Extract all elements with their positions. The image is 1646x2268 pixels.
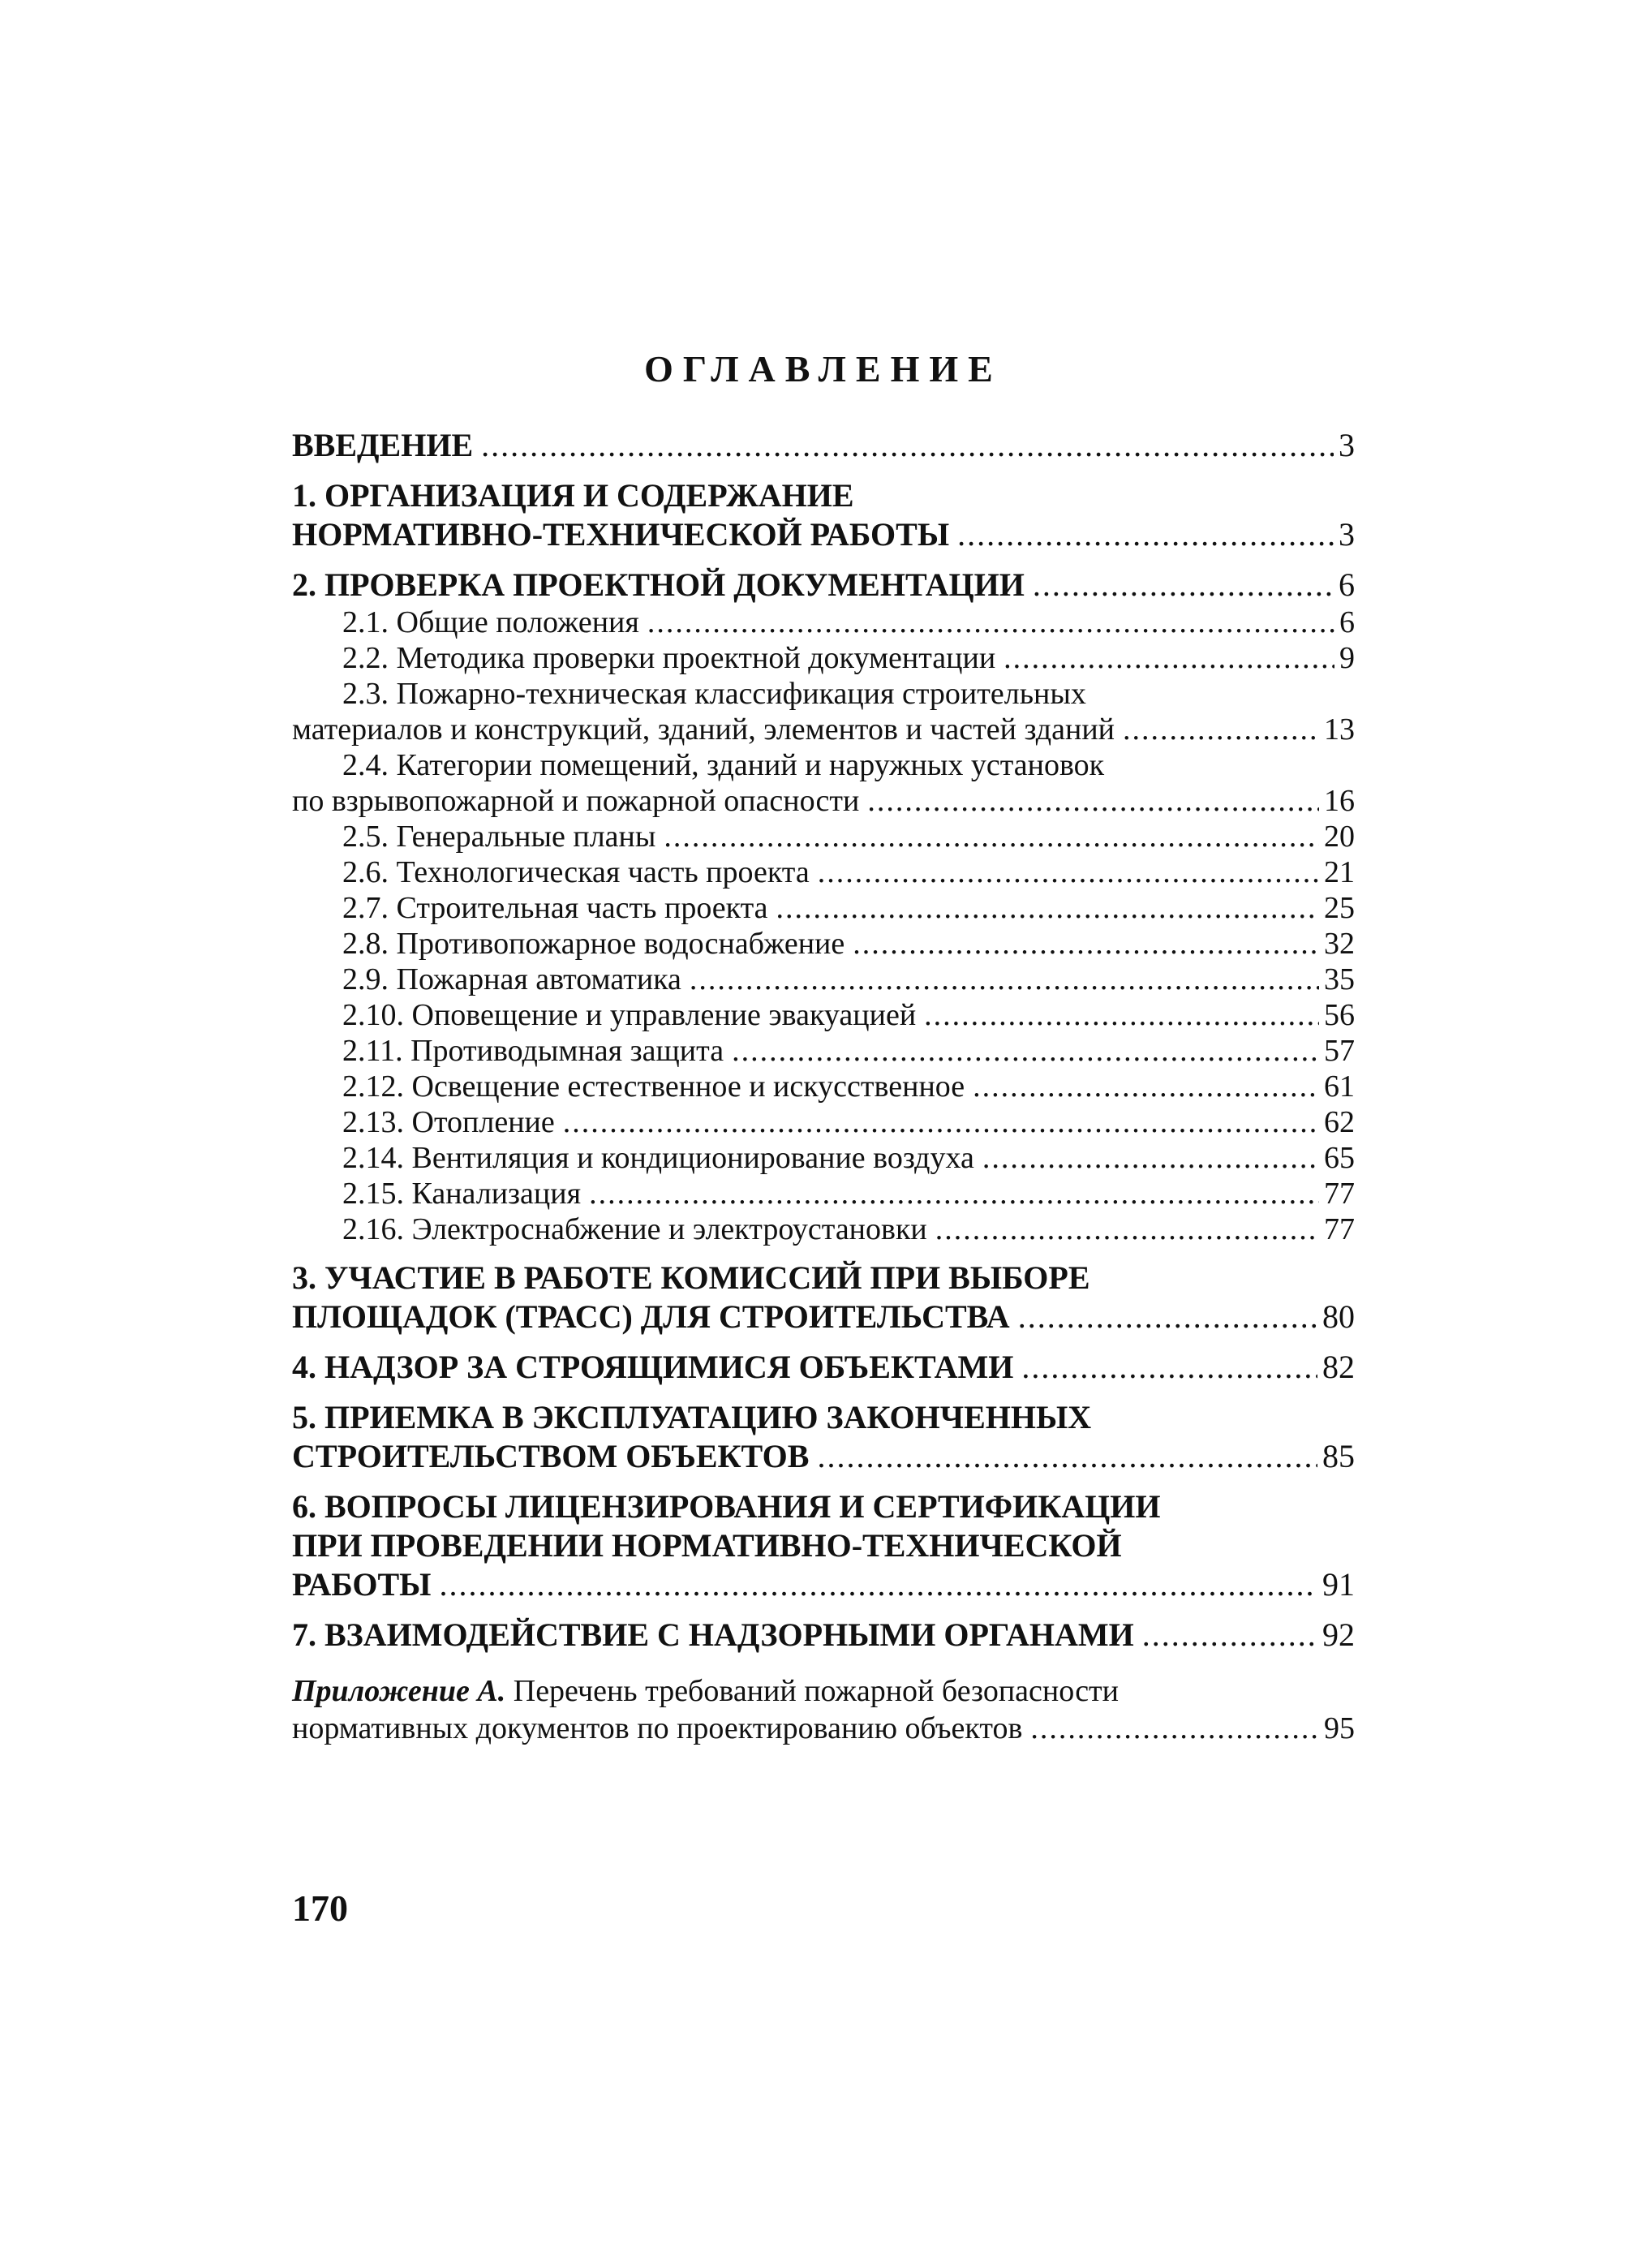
toc-entry-label: 4. НАДЗОР ЗА СТРОЯЩИМИСЯ ОБЪЕКТАМИ	[292, 1349, 1014, 1385]
toc-entry-label-cont: НОРМАТИВНО-ТЕХНИЧЕСКОЙ РАБОТЫ	[292, 516, 950, 553]
toc-entry-label: 2.13. Отопление	[342, 1105, 555, 1139]
toc-page-number: 80	[1322, 1298, 1355, 1335]
toc-entry-chapter-6[interactable]	[292, 1487, 1355, 1604]
toc-entry-label	[292, 1672, 1355, 1710]
dot-leader	[690, 962, 1319, 997]
toc-entry-label-cont: ПРИ ПРОВЕДЕНИИ НОРМАТИВНО-ТЕХНИЧЕСКОЙ	[292, 1527, 1122, 1564]
toc-entry-appendix-a[interactable]	[292, 1672, 1355, 1747]
toc-page-number: 13	[1324, 712, 1355, 747]
toc-page-number: 20	[1324, 820, 1355, 854]
toc-entry-label: 2.5. Генеральные планы	[342, 820, 656, 854]
dot-leader	[853, 926, 1319, 962]
toc-entry-label: 2.15. Канализация	[342, 1177, 582, 1211]
dot-leader	[817, 1437, 1317, 1476]
table-of-contents	[292, 426, 1355, 1747]
dot-leader	[1004, 640, 1334, 676]
toc-page-number: 62	[1324, 1105, 1355, 1139]
dot-leader	[867, 783, 1319, 819]
toc-page-number: 61	[1324, 1069, 1355, 1104]
toc-page-number: 6	[1339, 605, 1355, 639]
toc-entry-section-2-13[interactable]	[292, 1104, 1355, 1140]
toc-entry-section-2-10[interactable]	[292, 997, 1355, 1033]
dot-leader	[818, 854, 1319, 890]
toc-entry-section-2-15[interactable]	[292, 1176, 1355, 1211]
dot-leader	[1018, 1298, 1317, 1336]
toc-entry-label: 2.16. Электроснабжение и электроустановки	[342, 1212, 927, 1246]
toc-page-number: 56	[1324, 998, 1355, 1032]
dot-leader	[1030, 1710, 1319, 1747]
dot-leader	[589, 1176, 1319, 1211]
toc-entry-label-cont: по взрывопожарной и пожарной опасности	[292, 784, 860, 818]
toc-entry-section-2-14[interactable]	[292, 1140, 1355, 1176]
toc-entry-label: 2.8. Противопожарное водоснабжение	[342, 927, 845, 961]
dot-leader	[982, 1140, 1319, 1176]
dot-leader	[935, 1211, 1319, 1247]
toc-entry-label: 2.1. Общие положения	[342, 605, 639, 639]
page-number: 170	[292, 1887, 348, 1929]
toc-entry-chapter-5[interactable]	[292, 1398, 1355, 1476]
toc-page-number: 6	[1339, 566, 1355, 603]
toc-entry-intro[interactable]	[292, 426, 1355, 465]
toc-page-number: 92	[1322, 1616, 1355, 1653]
toc-entry-label: 5. ПРИЕМКА В ЭКСПЛУАТАЦИЮ ЗАКОНЧЕННЫХ	[292, 1399, 1092, 1435]
toc-entry-label: 6. ВОПРОСЫ ЛИЦЕНЗИРОВАНИЯ И СЕРТИФИКАЦИИ	[292, 1488, 1161, 1525]
toc-page-number: 9	[1339, 641, 1355, 675]
toc-entry-label: 2.14. Вентиляция и кондиционирование воздуха	[342, 1141, 974, 1175]
toc-entry-label: 2.3. Пожарно-техническая классификация строительных	[342, 677, 1086, 711]
toc-entry-label: ВВЕДЕНИЕ	[292, 427, 474, 463]
toc-entry-section-2-2[interactable]	[292, 640, 1355, 676]
dot-leader	[563, 1104, 1319, 1140]
toc-entry-label: 1. ОРГАНИЗАЦИЯ И СОДЕРЖАНИЕ	[292, 477, 854, 514]
toc-page-number: 32	[1324, 927, 1355, 961]
toc-page-number: 3	[1339, 516, 1355, 553]
toc-entry-section-2-8[interactable]	[292, 926, 1355, 962]
toc-page-number: 21	[1324, 855, 1355, 889]
toc-entry-label: 2.4. Категории помещений, зданий и наружных установок	[342, 748, 1105, 782]
toc-entry-section-2-12[interactable]	[292, 1069, 1355, 1104]
toc-entry-chapter-4[interactable]	[292, 1348, 1355, 1387]
toc-entry-label: 2.7. Строительная часть проекта	[342, 891, 768, 925]
dot-leader	[647, 605, 1334, 640]
toc-entry-section-2-3[interactable]	[292, 676, 1355, 747]
toc-page-number: 35	[1324, 962, 1355, 996]
toc-entry-section-2-5[interactable]	[292, 819, 1355, 854]
dot-leader	[1142, 1616, 1317, 1655]
toc-entry-label-cont: нормативных документов по проектированию объектов	[292, 1711, 1023, 1745]
toc-entry-chapter-3[interactable]	[292, 1259, 1355, 1336]
toc-entry-label: 2.12. Освещение естественное и искусственное	[342, 1069, 965, 1104]
dot-leader	[1021, 1348, 1317, 1387]
toc-entry-section-2-1[interactable]	[292, 605, 1355, 640]
toc-entry-chapter-7[interactable]	[292, 1616, 1355, 1655]
toc-entry-label: 3. УЧАСТИЕ В РАБОТЕ КОМИССИЙ ПРИ ВЫБОРЕ	[292, 1259, 1090, 1296]
toc-page-number: 91	[1322, 1566, 1355, 1603]
toc-entry-label: 2.11. Противодымная защита	[342, 1034, 724, 1068]
dot-leader	[1033, 566, 1334, 605]
toc-entry-label-cont: РАБОТЫ	[292, 1566, 432, 1603]
toc-page-number: 3	[1339, 427, 1355, 463]
toc-page-number: 95	[1324, 1711, 1355, 1745]
toc-entry-label: 7. ВЗАИМОДЕЙСТВИЕ С НАДЗОРНЫМИ ОРГАНАМИ	[292, 1616, 1134, 1653]
dot-leader	[439, 1565, 1317, 1604]
appendix-lead: Приложение А.	[292, 1674, 506, 1708]
toc-entry-chapter-1[interactable]	[292, 476, 1355, 554]
dot-leader	[732, 1033, 1319, 1069]
toc-entry-section-2-11[interactable]	[292, 1033, 1355, 1069]
toc-page-number: 85	[1322, 1438, 1355, 1474]
toc-entry-chapter-2[interactable]	[292, 566, 1355, 605]
toc-entry-label: 2. ПРОВЕРКА ПРОЕКТНОЙ ДОКУМЕНТАЦИИ	[292, 566, 1025, 603]
toc-entry-section-2-16[interactable]	[292, 1211, 1355, 1247]
toc-page-number: 77	[1324, 1177, 1355, 1211]
dot-leader	[973, 1069, 1319, 1104]
toc-entry-label-cont: СТРОИТЕЛЬСТВОМ ОБЪЕКТОВ	[292, 1438, 810, 1474]
toc-page-number: 57	[1324, 1034, 1355, 1068]
dot-leader	[664, 819, 1319, 854]
toc-page-number: 25	[1324, 891, 1355, 925]
dot-leader	[957, 515, 1334, 554]
dot-leader	[776, 890, 1319, 926]
toc-entry-section-2-6[interactable]	[292, 854, 1355, 890]
toc-page-number: 82	[1322, 1349, 1355, 1385]
toc-entry-label-cont: материалов и конструкций, зданий, элементов и частей зданий	[292, 712, 1115, 747]
dot-leader	[924, 997, 1319, 1033]
page-title: ОГЛАВЛЕНИЕ	[644, 348, 1003, 389]
toc-entry-label: 2.2. Методика проверки проектной документации	[342, 641, 996, 675]
toc-entry-label: 2.10. Оповещение и управление эвакуацией	[342, 998, 917, 1032]
toc-page-number: 65	[1324, 1141, 1355, 1175]
toc-entry-section-2-7[interactable]	[292, 890, 1355, 926]
dot-leader	[481, 426, 1334, 465]
toc-entry-label-cont: ПЛОЩАДОК (ТРАСС) ДЛЯ СТРОИТЕЛЬСТВА	[292, 1298, 1010, 1335]
dot-leader	[1123, 712, 1319, 747]
appendix-title: Перечень требований пожарной безопасности	[505, 1674, 1120, 1708]
toc-entry-section-2-9[interactable]	[292, 962, 1355, 997]
toc-entry-section-2-4[interactable]	[292, 747, 1355, 819]
toc-page-number: 16	[1324, 784, 1355, 818]
toc-entry-label: 2.9. Пожарная автоматика	[342, 962, 681, 996]
toc-page-number: 77	[1324, 1212, 1355, 1246]
toc-entry-label: 2.6. Технологическая часть проекта	[342, 855, 810, 889]
